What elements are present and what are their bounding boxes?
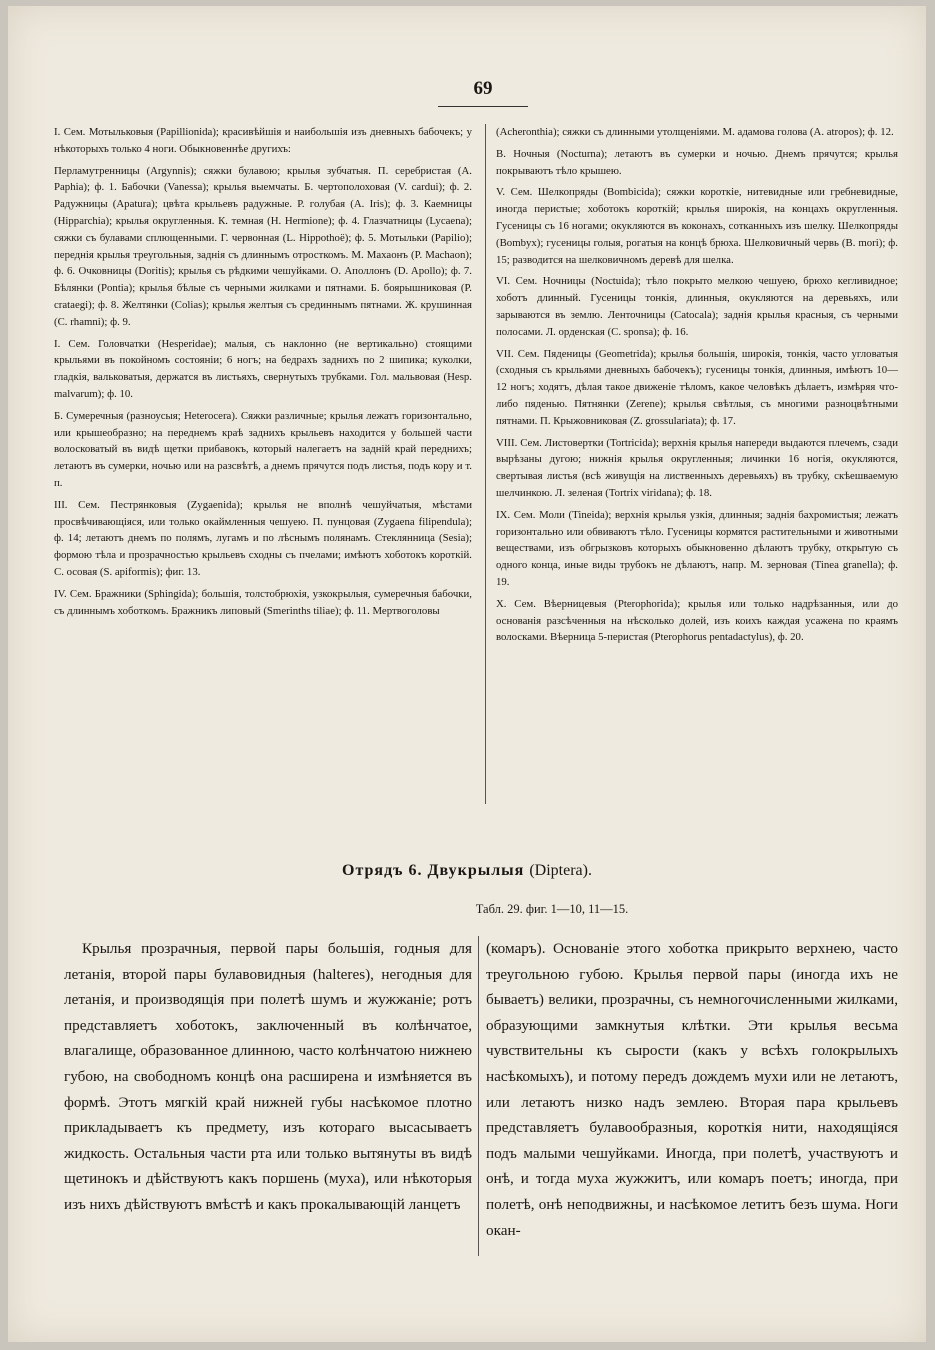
family-hesperidae: I. Сем. Головчатки (Hesperidae); малыя, съ наклонно (не вертикально) стоящими крыльями въ покойномъ состояніи; 6 ногъ; на бедрахъ заднихъ по 2 шипика; куколки, гладкія, вальковатыя, держатся въ листьяхъ, свернутыхъ трубками. Гол. мальвовая (Hesp. malvarum); ф. 10. — [54, 337, 472, 400]
family-bombicida: V. Сем. Шелкопряды (Bombicida); сяжки короткіе, нитевидные или гребневидные, иногда перистые; хоботокъ короткій; крылья широкія, на концахъ округленныя. Гусеницы съ 16 ногами; окукляются въ коконахъ, сотканныхъ изъ шелку. Шелкопряды (Bombyx); гусеницы голыя, рогатыя на концѣ брюха. Шелковичный червь (B. mori); ф. 15; разводится на шелковичномъ деревѣ для шелка. — [496, 186, 898, 266]
family-geometrida: VII. Сем. Пяденицы (Geometrida); крылья большія, широкія, тонкія, часто угловатыя (сходныя съ крыльями дневныхъ бабочекъ); гусеницы тонкія, длинныя, имѣютъ 10—12 ногъ; ходятъ, дѣлая такое движеніе тѣломъ, какое человѣкъ дѣлаетъ, измѣряя что-либо пяденью. Пятнянки (Zerene); крылья свѣтлыя, съ многими разноцвѣтными пятнами. П. Крыжовниковая (Z. grossulariata); ф. 17. — [496, 347, 898, 427]
family-zygaenida: III. Сем. Пестрянковыя (Zygaenida); крылья не вполнѣ чешуйчатыя, мѣстами просвѣчивающіяся, или только окаймленныя чешуею. П. пунцовая (Zygaena filipendula); ф. 14; летаютъ днемъ по полямъ, лугамъ и по лѣснымъ полянамъ. Стеклянница (Sesia); формою тѣла и прозрачностью крыльевъ сходны съ пчелами; имѣютъ хоботокъ короткій. С. осовая (S. apiformis); фиг. 13. — [54, 498, 472, 578]
group-nocturna: В. Ночныя (Nocturna); летаютъ въ сумерки и ночью. Днемъ прячутся; крылья покрываютъ тѣло крышею. — [496, 147, 898, 177]
acheronthia-text: (Acheronthia); сяжки съ длинными утолщеніями. М. адамова голова (A. atropos); ф. 12. — [496, 126, 894, 138]
body-right-text: (комаръ). Основаніе этого хоботка прикрыто верхнею, часто треугольною губою. Крылья первой пары (иногда ихъ не бываетъ) велики, прозрачны, съ немногочисленными жилками, образующими замкнутыя клѣтки. Эти крылья весьма чувствительны къ сырости (какъ у всѣхъ голокрылыхъ насѣкомыхъ), и потому передъ дождемъ мухи или не летаютъ, или летаютъ низко надъ землею. Вторая пара крыльевъ представляетъ булавообразныя, короткія нити, находящіяся подъ малыми чешуйками. Иногда, при полетѣ, участвуютъ и онѣ, и тогда муха жужжитъ, или комаръ поетъ; иногда, при полетѣ, онѣ неподвижны, и насѣкомое летитъ безъ шума. Ноги окан- — [486, 940, 898, 1239]
column-divider — [485, 124, 486, 804]
family-tortricida: VIII. Сем. Листовертки (Tortricida); верхнія крылья напереди выдаются плечемъ, сзади вырѣзаны дугою; нижнія крылья округленныя; личинки 16 ногія, окукляются, свертывая листья (всѣ живущія на лиственныхъ деревьяхъ) въ трубку, скѣешваемую шелчинкою. Л. зеленая (Tortrix viridana); ф. 18. — [496, 436, 898, 499]
family-noctuida: VI. Сем. Ночницы (Noctuida); тѣло покрыто мелкою чешуею, брюхо кегливидное; хоботъ длинный. Гусеницы тонкія, длинныя, окукляются на деревьяхъ, или зарываются въ землю. Ленточницы (Catocala); заднія крылья красныя, съ черными полосами. Л. орденская (C. sponsa); ф. 16. — [496, 275, 898, 338]
table-reference: Табл. 29. фиг. 1—10, 11—15. — [475, 902, 629, 916]
family-pterophorida: X. Сем. Вѣерницевыя (Pterophorida); крылья или только надрѣзанныя, или до основанія разсѣченныя на нѣсколько долей, изъ коихъ каждая усажена по краямъ волосками. Вѣерница 5-перистая (Pterophorus pentadactylus), ф. 20. — [496, 597, 898, 644]
body-left-column — [64, 936, 472, 1218]
page-number: 69 — [473, 78, 493, 99]
genera-list: Перламутренницы (Argynnis); сяжки булавою; крылья зубчатыя. П. серебристая (A. Paphia); ф. 1. Бабочки (Vanessa); крылья выемчаты. Б. чертополоховая (V. cardui); ф. 2. Радужницы (Apatura); цвѣта крыльевъ радужные. Р. голубая (A. Iris); ф. 3. Каемницы (Hipparchia); крылья округленныя. К. темная (H. Hermione); ф. 4. Глазчатницы (Lycaena); сяжки съ булавами сплющенными. Г. червонная (L. Hippothoë); ф. 5. Мотыльки (Papilio); переднія крылья треугольныя, заднія съ длиннымъ отросткомъ. М. Махаонъ (P. Machaon); ф. 6. Очковницы (Doritis); крылья съ рѣдкими чешуйками. О. Аполлонъ (D. Apollo); ф. 7. Бѣлянки (Pontia); крылья бѣлые съ черными жилками и пятнами. Б. боярышниковая (P. crataegi); ф. 8. Желтянки (Colias); крылья желтыя съ срединнымъ пятнами. Ж. крушинная (C. rhamni); ф. 9. — [54, 164, 472, 328]
left-column — [54, 124, 472, 624]
right-column — [496, 124, 898, 651]
page-number-rule — [438, 106, 528, 107]
section-heading — [8, 862, 926, 880]
body-column-divider — [478, 936, 479, 1256]
family-sphingida: IV. Сем. Бражники (Sphingida); большія, толстобрюхія, узкокрылыя, сумеречныя бабочки, съ длиннымъ хоботкомъ. Бражникъ липовый (Smerinths tiliae); ф. 11. Мертвоголовы — [54, 587, 472, 617]
family-papillionida: I. Сем. Мотыльковыя (Papillionida); красивѣйшія и наибольшія изъ дневныхъ бабочекъ; у нѣкоторыхъ только 4 ноги. Обыкновеннѣе другихъ: — [54, 126, 472, 155]
family-tineida: IX. Сем. Моли (Tineida); верхнія крылья узкія, длинныя; заднія бахромистыя; лежатъ горизонтально или обвиваютъ тѣло. Гусеницы кормятся растительными и животными веществами, изъ обгрызковъ которыхъ обыкновенно дѣлаютъ трубку, открытую съ одного конца, иные виды трубокъ не дѣлаютъ, напр. М. зерновая (Tinea granella); ф. 19. — [496, 508, 898, 588]
body-right-column — [486, 936, 898, 1243]
section-title-latin: (Diptera). — [529, 862, 592, 879]
group-heterocera: Б. Сумеречныя (разноусыя; Heterocera). Сяжки различные; крылья лежатъ горизонтально, или крышеобразно; на переднемъ краѣ заднихъ крыльевъ находится у большей части волосковатый въ видѣ щетки прибавокъ, который налегаетъ на задній край переднихъ; летаютъ въ сумерки, ночью или на разсвѣтѣ, а днемъ прячутся подъ листья, подъ кору и т. п. — [54, 409, 472, 489]
page-sheet — [8, 6, 926, 1342]
body-left-text: Крылья прозрачныя, первой пары большія, годныя для летанія, второй пары булавовидныя (halteres), негодныя для летанія, и производящія при полетѣ шумъ и жужжаніе; ротъ представляетъ хоботокъ, заключенный въ колѣнчатое, влагалище, образованное длинною, часто колѣнчатою нижнею губою, на свободномъ концѣ она расширена и измѣняется въ формѣ. Этотъ мягкій край нижней губы насѣкомое плотно прикладываетъ къ предмету, изъ котораго высасываетъ жидкость. Остальныя части рта или только вытянуты въ видѣ щетинокъ и дѣйствуютъ какъ поршень (муха), или нѣкоторыя изъ нихъ дѣйствуютъ вмѣстѣ и какъ прокалывающій ланцетъ — [64, 940, 472, 1213]
section-title: Отрядъ 6. Двукрылыя — [342, 862, 525, 879]
